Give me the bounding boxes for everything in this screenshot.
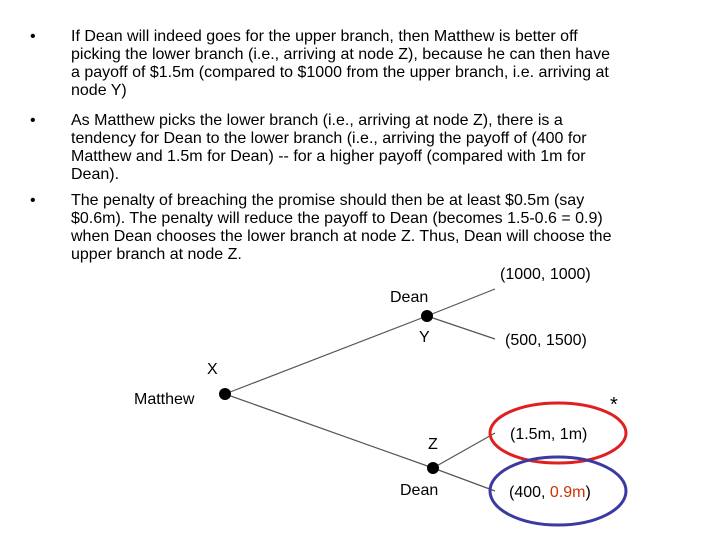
bullet-marker-1: • bbox=[30, 28, 36, 45]
label-node-z: Z bbox=[428, 436, 438, 453]
bullet-text-2: As Matthew picks the lower branch (i.e., arriving at node Z), there is a tendency for Dean to the lower branch (i.e., arriving the payoff of (400 for Matthew and 1.5m for Dean) -- for a higher payoff (compared with 1m for Dean). bbox=[71, 112, 587, 183]
payoff-y-lower: (500, 1500) bbox=[505, 332, 587, 349]
payoff-z-lower-highlight: 0.9m bbox=[549, 484, 586, 501]
payoff-y-upper: (1000, 1000) bbox=[500, 266, 591, 283]
label-dean-bottom: Dean bbox=[400, 482, 439, 499]
payoff-z-lower bbox=[509, 484, 591, 501]
bullet-marker-2: • bbox=[30, 112, 36, 129]
payoff-z-lower-prefix: (400, bbox=[509, 484, 550, 501]
label-node-x: X bbox=[207, 361, 218, 378]
branch-z-lower bbox=[433, 468, 495, 491]
bullet-text-3: The penalty of breaching the promise should then be at least $0.5m (say $0.6m). The penalty will reduce the payoff to Dean (becomes 1.5-0.6 = 0.9) when Dean chooses the lower branch at node Z. Thus, Dean will choose the upper branch at node Z. bbox=[71, 192, 612, 263]
node-z-dot bbox=[427, 462, 439, 474]
star-marker: * bbox=[610, 394, 618, 416]
label-dean-top: Dean bbox=[390, 289, 429, 306]
payoff-z-upper: (1.5m, 1m) bbox=[510, 426, 588, 443]
branch-x-to-z bbox=[225, 394, 433, 468]
branch-x-to-y bbox=[225, 316, 427, 394]
label-node-y: Y bbox=[419, 329, 430, 346]
node-y-dot bbox=[421, 310, 433, 322]
label-matthew: Matthew bbox=[134, 391, 195, 408]
node-x-dot bbox=[219, 388, 231, 400]
bullet-marker-3: • bbox=[30, 192, 36, 209]
branch-z-upper bbox=[433, 433, 495, 468]
branch-y-lower bbox=[427, 316, 495, 339]
payoff-z-lower-suffix: ) bbox=[585, 484, 591, 501]
bullet-text-1: If Dean will indeed goes for the upper branch, then Matthew is better off picking the lower branch (i.e., arriving at node Z), because he can then have a payoff of $1.5m (compared to $1000 from the upper branch, i.e. arriving at node Y) bbox=[71, 28, 610, 99]
branch-y-upper bbox=[427, 289, 495, 316]
